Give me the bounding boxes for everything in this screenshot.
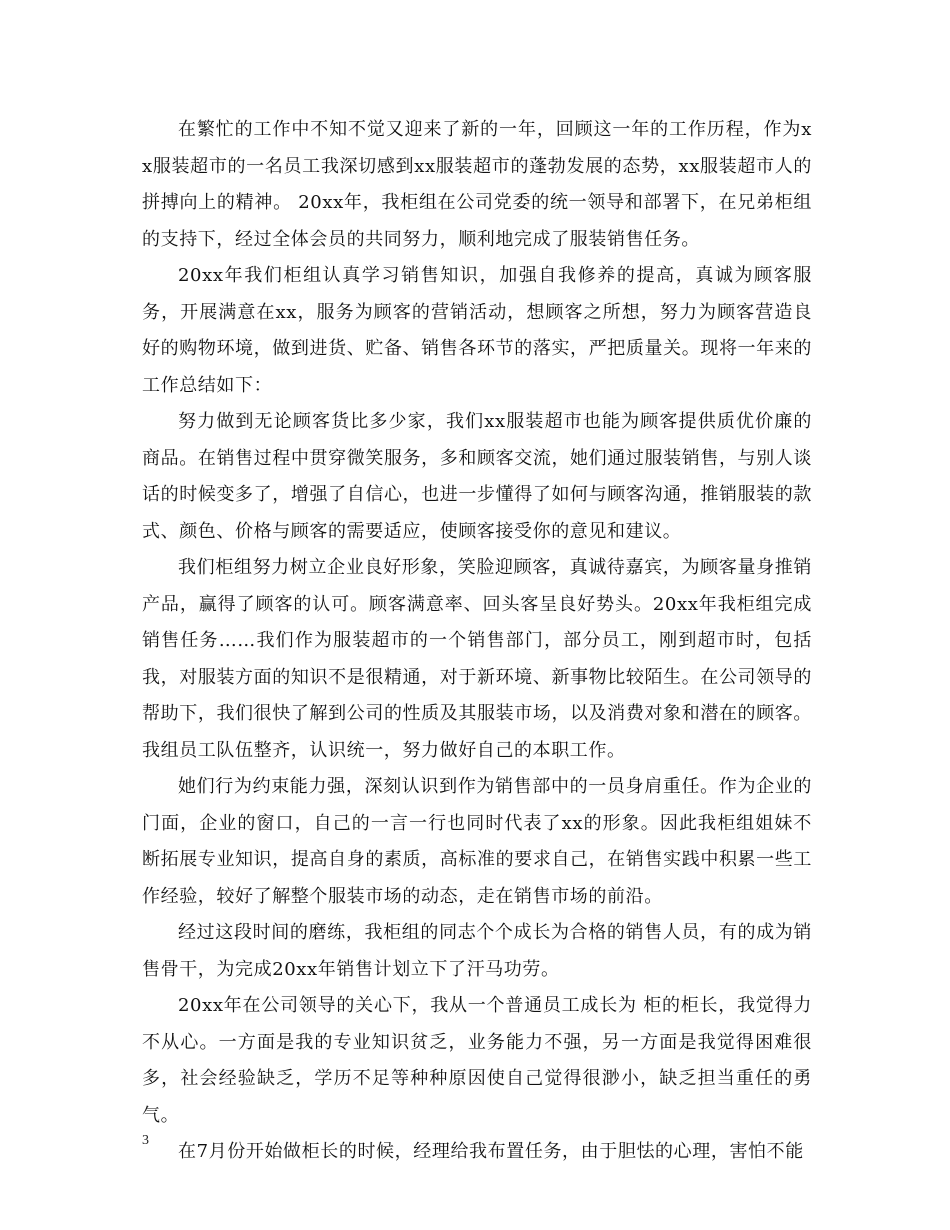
- page-number: 3: [142, 1133, 149, 1148]
- paragraph-1: 在繁忙的工作中不知不觉又迎来了新的一年，回顾这一年的工作历程，作为xx服装超市的一名员工我深切感到xx服装超市的蓬勃发展的态势，xx服装超市人的拼搏向上的精神。 20xx年，我柜组在公司党委的统一领导和部署下，在兄弟柜组的支持下，经过全体会员的共同努力，顺利地完成了服装销售任务。: [142, 119, 812, 250]
- paragraph-8: 在7月份开始做柜长的时候，经理给我布置任务，由于胆怯的心理，害怕不能: [178, 1141, 804, 1162]
- paragraph-2: 20xx年我们柜组认真学习销售知识，加强自我修养的提高，真诚为顾客服务，开展满意在xx，服务为顾客的营销活动，想顾客之所想，努力为顾客营造良好的购物环境，做到进货、贮备、销售各环节的落实，严把质量关。现将一年来的工作总结如下：: [142, 265, 812, 396]
- paragraph-5: 她们行为约束能力强，深刻认识到作为销售部中的一员身肩重任。作为企业的门面，企业的窗口，自己的一言一行也同时代表了xx的形象。因此我柜组姐妹不断拓展专业知识，提高自身的素质，高标准的要求自己，在销售实践中积累一些工作经验，较好了解整个服装市场的动态，走在销售市场的前沿。: [142, 776, 812, 907]
- document-body: [142, 112, 812, 1171]
- paragraph-3: 努力做到无论顾客货比多少家，我们xx服装超市也能为顾客提供质优价廉的商品。在销售过程中贯穿微笑服务，多和顾客交流，她们通过服装销售，与别人谈话的时候变多了，增强了自信心，也进一步懂得了如何与顾客沟通，推销服装的款式、颜色、价格与顾客的需要适应，使顾客接受你的意见和建议。: [142, 411, 812, 542]
- paragraph-6: 经过这段时间的磨练，我柜组的同志个个成长为合格的销售人员，有的成为销售骨干，为完成20xx年销售计划立下了汗马功劳。: [142, 922, 812, 980]
- paragraph-4: 我们柜组努力树立企业良好形象，笑脸迎顾客，真诚待嘉宾，为顾客量身推销产品，赢得了顾客的认可。顾客满意率、回头客呈良好势头。20xx年我柜组完成销售任务……我们作为服装超市的一个销售部门，部分员工，刚到超市时，包括我，对服装方面的知识不是很精通，对于新环境、新事物比较陌生。在公司领导的帮助下，我们很快了解到公司的性质及其服装市场，以及消费对象和潜在的顾客。我组员工队伍整齐，认识统一，努力做好自己的本职工作。: [142, 557, 812, 761]
- paragraph-7: 20xx年在公司领导的关心下，我从一个普通员工成长为 柜的柜长，我觉得力不从心。一方面是我的专业知识贫乏，业务能力不强，另一方面是我觉得困难很多，社会经验缺乏，学历不足等种种原因使自己觉得很渺小，缺乏担当重任的勇气。: [142, 995, 812, 1126]
